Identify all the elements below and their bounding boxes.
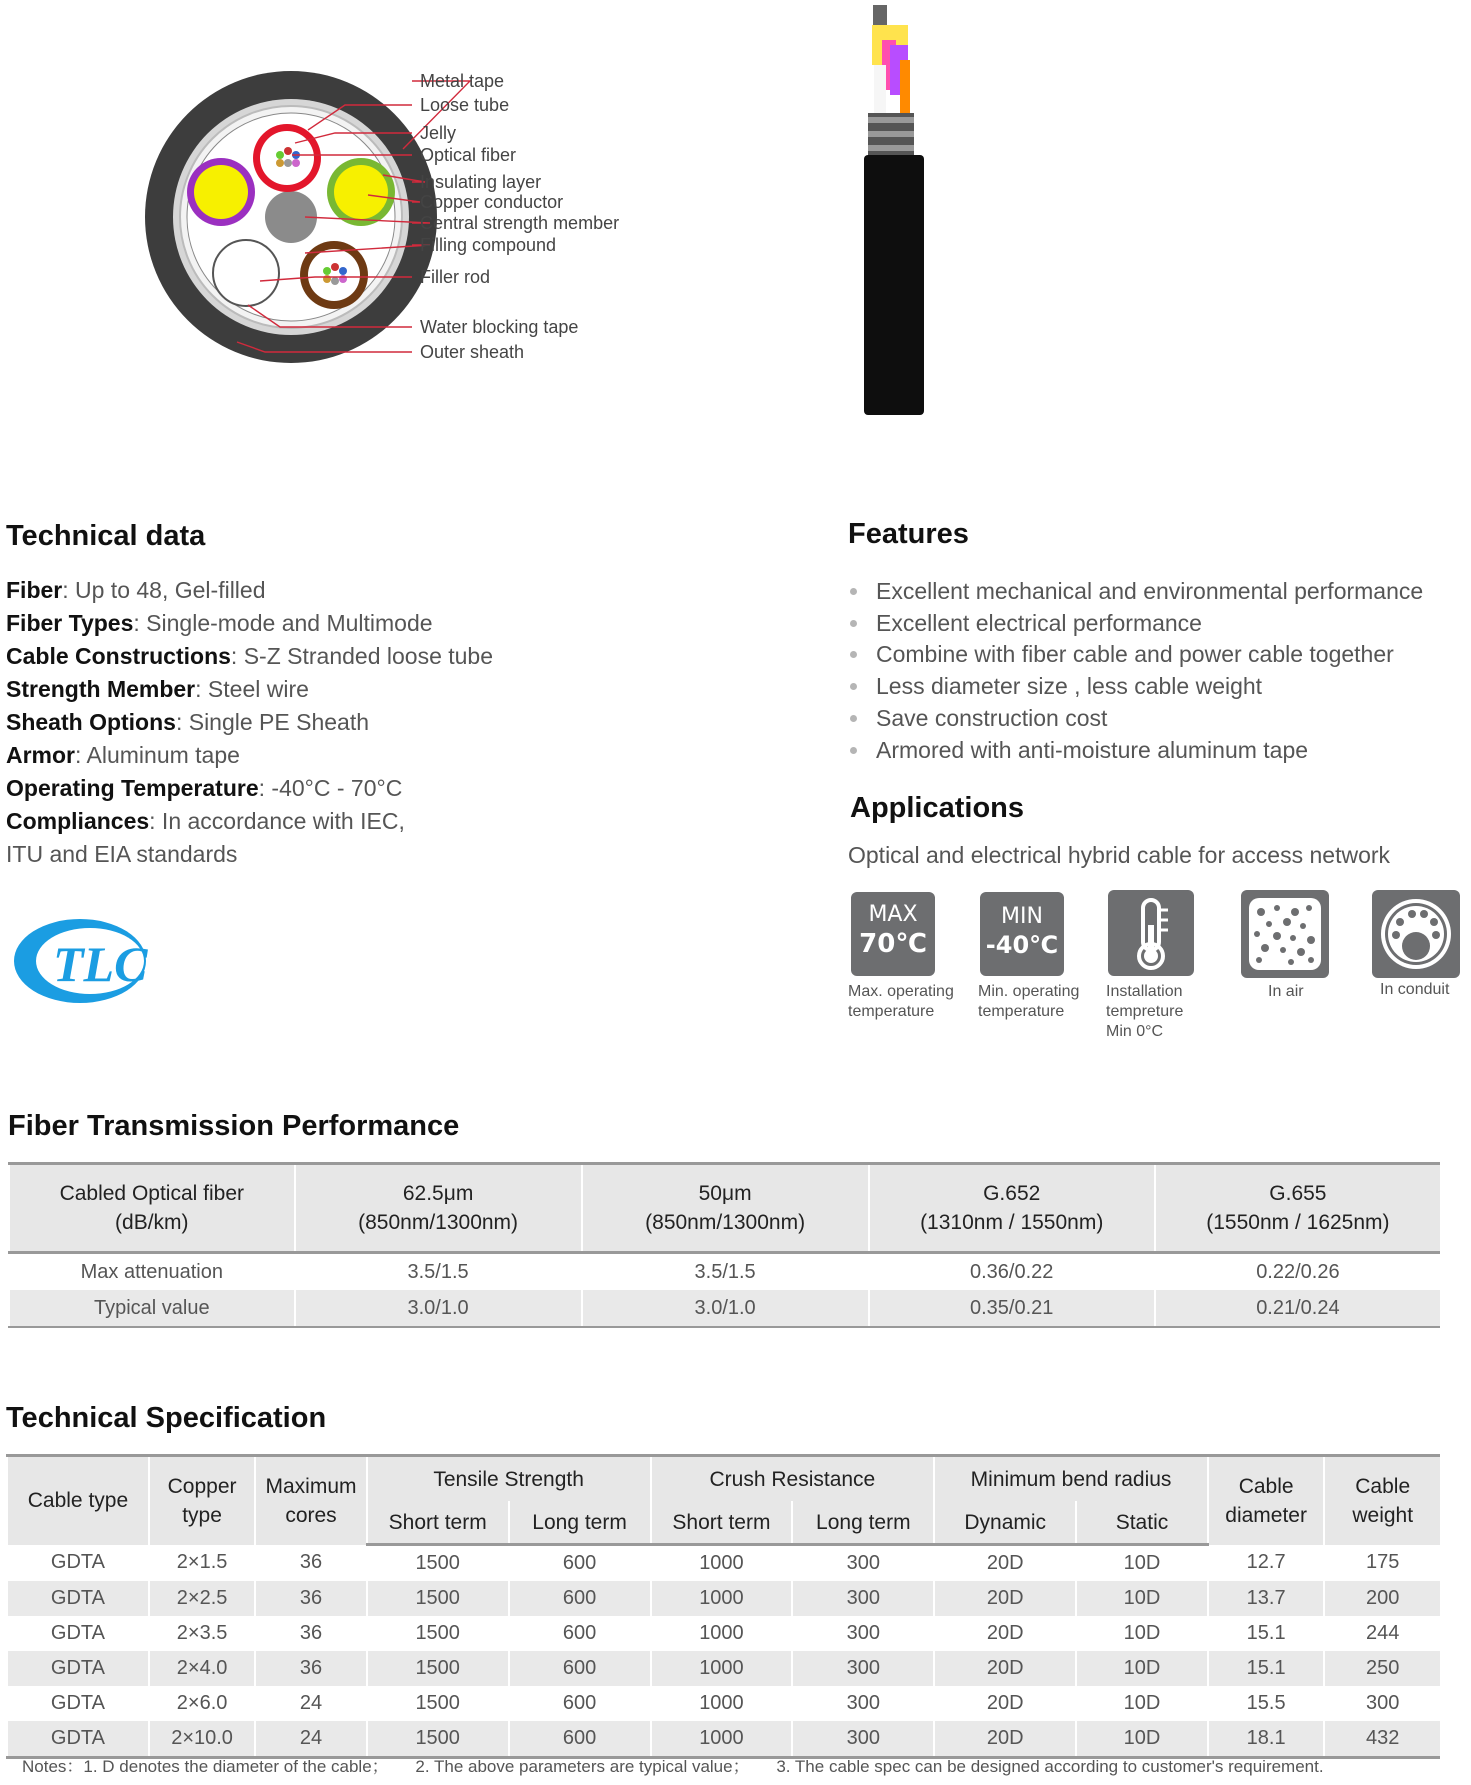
table-cell: 2×10.0 (149, 1721, 255, 1758)
table-row (7, 1545, 1440, 1582)
in-air-glyph (1241, 890, 1329, 978)
caption-line: Max. operating (848, 983, 954, 1000)
header-max-cores (255, 1456, 366, 1545)
diagram-label: Metal tape (420, 71, 505, 91)
table-cell: 600 (509, 1651, 651, 1686)
header-line: Cable (1355, 1474, 1411, 1498)
in-conduit-glyph (1372, 890, 1460, 978)
diagram-label: Loose tube (420, 95, 510, 115)
table-cell: 36 (255, 1545, 366, 1582)
in-air-icon (1241, 890, 1329, 978)
table-cell: Typical value (9, 1290, 295, 1327)
cable-cross-section-diagram (100, 55, 720, 405)
table-cell: 12.7 (1208, 1545, 1325, 1582)
table-cell: 1500 (367, 1686, 509, 1721)
tlc-logo (8, 915, 148, 1005)
caption-line: Installation (1106, 983, 1183, 1000)
table-cell: GDTA (7, 1545, 149, 1582)
table-cell: 1500 (367, 1581, 509, 1616)
cable-photo (860, 5, 960, 415)
fiber-performance-title: Fiber Transmission Performance (8, 1110, 460, 1142)
max-temp-value: 70℃ (859, 929, 927, 959)
header-line: weight (1352, 1503, 1414, 1527)
header-line: G.655 (1269, 1182, 1327, 1205)
table-body (7, 1545, 1440, 1758)
min-temp-label: MIN (1001, 904, 1043, 929)
feature-item: Less diameter size , less cable weight (848, 671, 1468, 703)
header-crush-short: Short term (651, 1501, 793, 1545)
header-copper-type (149, 1456, 255, 1545)
table-cell: 2×2.5 (149, 1581, 255, 1616)
table-cell: GDTA (7, 1581, 149, 1616)
table-cell: 20D (934, 1651, 1076, 1686)
header-line: 50μm (698, 1182, 752, 1205)
table-cell: GDTA (7, 1686, 149, 1721)
fiber-performance-table (8, 1162, 1440, 1328)
technical-data-value: : Steel wire (195, 676, 309, 702)
table-cell: 0.35/0.21 (869, 1290, 1155, 1327)
table-cell: 300 (792, 1545, 934, 1582)
table-cell: 20D (934, 1616, 1076, 1651)
header-line: type (182, 1503, 222, 1527)
header-line: (850nm/1300nm) (358, 1211, 519, 1234)
fiber-strand (873, 5, 887, 25)
table-cell: 20D (934, 1721, 1076, 1758)
table-cell: 1500 (367, 1721, 509, 1758)
diagram-label: Filling compound (420, 235, 557, 255)
table-cell: 300 (792, 1721, 934, 1758)
technical-specification-table (6, 1454, 1440, 1759)
diagram-label: Jelly (420, 123, 457, 143)
min-temp-value: -40℃ (985, 931, 1059, 959)
table-cell: 2×1.5 (149, 1545, 255, 1582)
table-row (7, 1616, 1440, 1651)
header-line: Cable (1238, 1474, 1294, 1498)
table-cell: 1500 (367, 1651, 509, 1686)
thermometer-icon (1108, 890, 1194, 976)
table-cell: 15.5 (1208, 1686, 1325, 1721)
table-cell: 600 (509, 1721, 651, 1758)
header-bend-radius: Minimum bend radius (934, 1456, 1208, 1502)
header-dynamic: Dynamic (934, 1501, 1076, 1545)
features-list (848, 576, 1468, 766)
technical-data-value: ITU and EIA standards (6, 841, 238, 867)
copper-conductor-right (334, 165, 388, 219)
table-row (7, 1651, 1440, 1686)
technical-data-key: Armor (6, 742, 76, 768)
feature-item: Save construction cost (848, 703, 1468, 735)
table-cell: 3.5/1.5 (295, 1253, 582, 1291)
technical-data-value: : In accordance with IEC, (149, 808, 405, 834)
table-cell: 24 (255, 1686, 366, 1721)
table-header-cell (869, 1164, 1155, 1253)
in-air-caption (1268, 982, 1304, 1002)
table-cell: Max attenuation (9, 1253, 295, 1291)
table-cell: 10D (1076, 1545, 1208, 1582)
table-cell: 200 (1324, 1581, 1440, 1616)
table-cell: 1000 (651, 1545, 793, 1582)
header-line: (dB/km) (115, 1211, 189, 1234)
table-cell: 18.1 (1208, 1721, 1325, 1758)
diagram-label: Water blocking tape (420, 317, 579, 337)
min-temp-icon (980, 892, 1064, 976)
header-cable-diameter (1208, 1456, 1325, 1545)
header-line: Maximum (265, 1474, 357, 1498)
table-cell: 1500 (367, 1616, 509, 1651)
diagram-labels (420, 71, 619, 362)
table-cell: 20D (934, 1545, 1076, 1582)
technical-specification-title: Technical Specification (6, 1402, 327, 1434)
table-cell: 244 (1324, 1616, 1440, 1651)
technical-data-key: Fiber (6, 577, 63, 603)
technical-data-key: Strength Member (6, 676, 196, 702)
table-cell: 175 (1324, 1545, 1440, 1582)
table-cell: 300 (792, 1616, 934, 1651)
max-temp-label: MAX (868, 902, 918, 927)
table-cell: 600 (509, 1581, 651, 1616)
feature-item: Excellent electrical performance (848, 608, 1468, 640)
table-cell: 2×4.0 (149, 1651, 255, 1686)
table-cell: 0.36/0.22 (869, 1253, 1155, 1291)
table-cell: 600 (509, 1545, 651, 1582)
technical-data-key: Sheath Options (6, 709, 176, 735)
table-cell: GDTA (7, 1721, 149, 1758)
table-cell: 10D (1076, 1651, 1208, 1686)
header-tensile-strength: Tensile Strength (367, 1456, 651, 1502)
caption-line: Min. operating (978, 983, 1080, 1000)
header-cable-weight (1324, 1456, 1440, 1545)
table-cell: 600 (509, 1686, 651, 1721)
table-cell: 1000 (651, 1616, 793, 1651)
header-line: G.652 (983, 1182, 1041, 1205)
table-cell: 1000 (651, 1721, 793, 1758)
technical-data-value: : -40°C - 70°C (258, 775, 403, 801)
technical-data-value: : Aluminum tape (75, 742, 240, 768)
caption-line: tempreture (1106, 1003, 1184, 1020)
table-cell: 1000 (651, 1581, 793, 1616)
table-cell: 300 (792, 1651, 934, 1686)
table-cell: GDTA (7, 1616, 149, 1651)
caption-line: In air (1268, 983, 1304, 1000)
notes (22, 1752, 1346, 1777)
table-cell: 1000 (651, 1686, 793, 1721)
header-tensile-long: Long term (509, 1501, 651, 1545)
header-tensile-short: Short term (367, 1501, 509, 1545)
header-crush-resistance: Crush Resistance (651, 1456, 935, 1502)
technical-data-key: Cable Constructions (6, 643, 231, 669)
max-temp-icon (851, 892, 935, 976)
diagram-label: Central strength member (420, 213, 620, 233)
white-rod (874, 65, 886, 115)
table-header-row (9, 1164, 1440, 1253)
table-cell: 432 (1324, 1721, 1440, 1758)
table-cell: 2×3.5 (149, 1616, 255, 1651)
table-cell: 2×6.0 (149, 1686, 255, 1721)
technical-data-key: Operating Temperature (6, 775, 259, 801)
table-cell: 1000 (651, 1651, 793, 1686)
header-line: cores (285, 1503, 337, 1527)
caption-line: temperature (978, 1003, 1065, 1020)
min-temp-caption (978, 982, 1079, 1022)
logo-text: TLC (53, 936, 148, 992)
caption-line: In conduit (1380, 981, 1450, 998)
table-cell: 0.21/0.24 (1155, 1290, 1440, 1327)
technical-data-value: : S-Z Stranded loose tube (230, 643, 494, 669)
diagram-label: Copper conductor (420, 192, 564, 212)
outer-sheath-photo (864, 155, 924, 415)
header-line: Cabled Optical fiber (59, 1182, 244, 1205)
technical-data-item (6, 706, 646, 739)
table-cell: 10D (1076, 1616, 1208, 1651)
technical-data-item (6, 739, 646, 772)
table-cell: 20D (934, 1686, 1076, 1721)
technical-data-value: : Single-mode and Multimode (133, 610, 433, 636)
table-cell: 10D (1076, 1581, 1208, 1616)
table-cell: 300 (792, 1686, 934, 1721)
note-item: 3. The cable spec can be designed according to customer's requirement. (776, 1757, 1324, 1776)
technical-data-value: : Single PE Sheath (175, 709, 370, 735)
feature-item: Excellent mechanical and environmental performance (848, 576, 1468, 608)
table-cell: 36 (255, 1581, 366, 1616)
features-title: Features (848, 518, 969, 550)
table-cell: 3.5/1.5 (582, 1253, 869, 1291)
diagram-label: Filler rod (420, 267, 491, 287)
in-conduit-caption (1380, 980, 1449, 1000)
jelly (260, 131, 314, 185)
table-row (7, 1686, 1440, 1721)
technical-data-value: : Up to 48, Gel-filled (62, 577, 266, 603)
table-cell: 250 (1324, 1651, 1440, 1686)
table-row (7, 1581, 1440, 1616)
table-body (9, 1253, 1440, 1328)
technical-data-item (6, 673, 646, 706)
technical-data-item (6, 805, 646, 838)
header-line: diameter (1225, 1503, 1307, 1527)
filler-rod (213, 240, 279, 306)
technical-data-list (6, 574, 646, 871)
table-cell: 10D (1076, 1686, 1208, 1721)
thermometer-glyph (1108, 890, 1194, 976)
table-cell: 36 (255, 1651, 366, 1686)
table-cell: 10D (1076, 1721, 1208, 1758)
table-cell: 20D (934, 1581, 1076, 1616)
technical-data-item (6, 607, 646, 640)
table-cell: GDTA (7, 1651, 149, 1686)
diagram-label: Outer sheath (420, 342, 525, 362)
thermometer-caption (1106, 982, 1183, 1042)
table-header-row (7, 1456, 1440, 1502)
technical-data-item (6, 640, 646, 673)
caption-line: temperature (848, 1003, 935, 1020)
header-static: Static (1076, 1501, 1208, 1545)
caption-line: Min 0°C (1106, 1023, 1164, 1040)
table-cell: 600 (509, 1616, 651, 1651)
header-cable-type: Cable type (7, 1456, 149, 1545)
technical-data-key: Compliances (6, 808, 150, 834)
feature-item: Combine with fiber cable and power cable together (848, 639, 1468, 671)
technical-data-item (6, 838, 646, 871)
technical-data-item (6, 772, 646, 805)
table-cell: 24 (255, 1721, 366, 1758)
max-temp-caption (848, 982, 954, 1022)
feature-item: Armored with anti-moisture aluminum tape (848, 735, 1468, 767)
header-line: 62.5μm (402, 1182, 474, 1205)
table-cell: 0.22/0.26 (1155, 1253, 1440, 1291)
table-cell: 300 (792, 1581, 934, 1616)
table-cell: 13.7 (1208, 1581, 1325, 1616)
copper-conductor-left (194, 165, 248, 219)
table-cell: 3.0/1.0 (582, 1290, 869, 1327)
table-header-cell (9, 1164, 295, 1253)
table-header-cell (295, 1164, 582, 1253)
orange-tube (900, 60, 910, 115)
jelly-bottom (308, 249, 360, 301)
diagram-label: Optical fiber (420, 145, 517, 165)
table-cell: 15.1 (1208, 1616, 1325, 1651)
header-line: (1310nm / 1550nm) (920, 1211, 1104, 1234)
diagram-label: Insulating layer (420, 172, 542, 192)
header-line: Copper (167, 1474, 237, 1498)
table-header-cell (1155, 1164, 1440, 1253)
table-cell: 300 (1324, 1686, 1440, 1721)
technical-data-key: Fiber Types (6, 610, 134, 636)
table-row (9, 1290, 1440, 1327)
table-cell: 3.0/1.0 (295, 1290, 582, 1327)
applications-title: Applications (850, 792, 1025, 824)
technical-data-title: Technical data (6, 520, 206, 552)
in-conduit-icon (1372, 890, 1460, 978)
table-cell: 36 (255, 1616, 366, 1651)
header-line: (1550nm / 1625nm) (1206, 1211, 1390, 1234)
table-cell: 1500 (367, 1545, 509, 1582)
header-crush-long: Long term (792, 1501, 934, 1545)
technical-data-item (6, 574, 646, 607)
note-item: 2. The above parameters are typical value； (415, 1757, 750, 1776)
table-row (9, 1253, 1440, 1291)
applications-text: Optical and electrical hybrid cable for access network (848, 842, 1391, 868)
table-cell: 15.1 (1208, 1651, 1325, 1686)
note-item: Notes：1. D denotes the diameter of the cable； (22, 1757, 389, 1776)
table-header-cell (582, 1164, 869, 1253)
header-line: (850nm/1300nm) (645, 1211, 806, 1234)
